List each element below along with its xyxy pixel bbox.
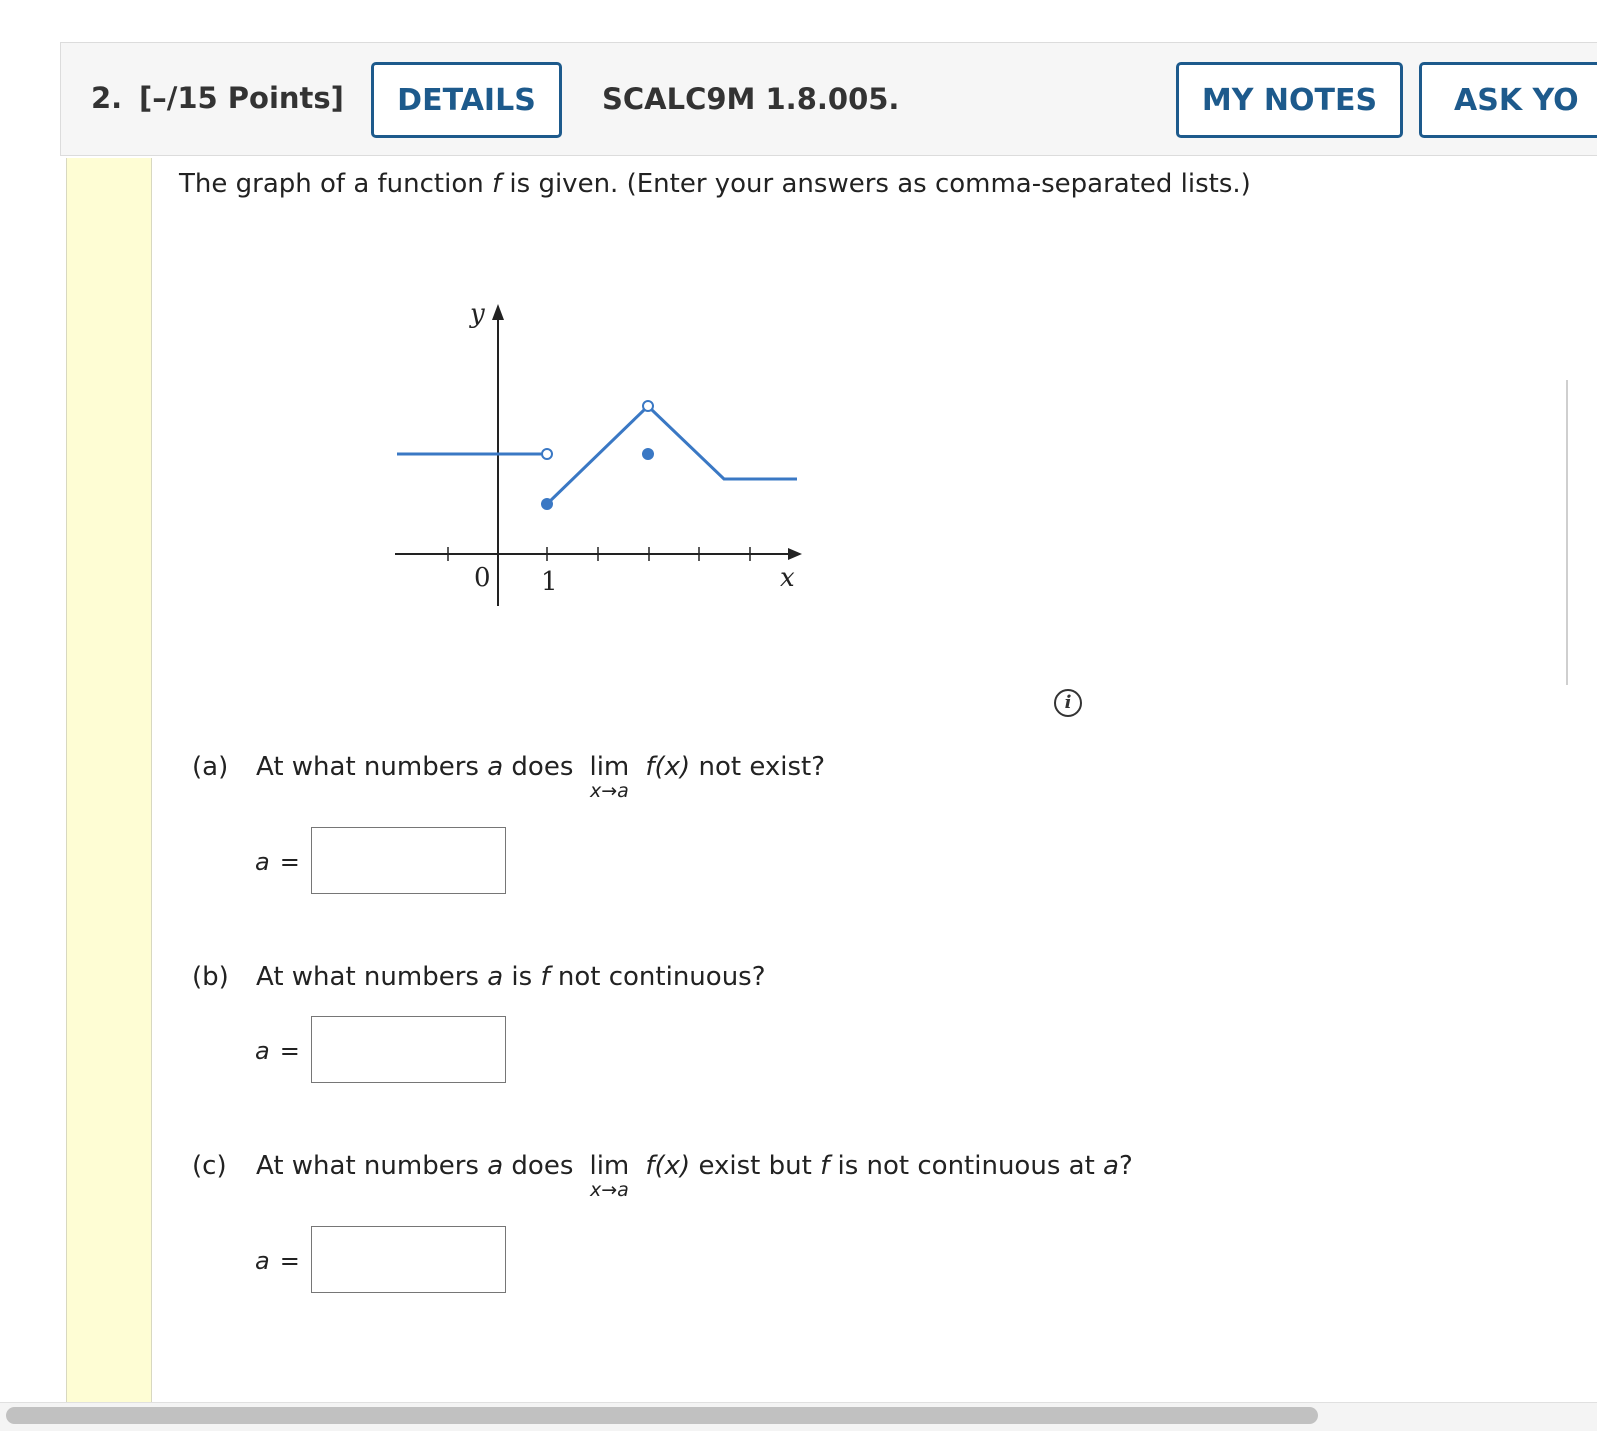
origin-label: 0 <box>474 563 491 593</box>
scrollbar-thumb[interactable] <box>6 1407 1318 1424</box>
my-notes-button[interactable]: MY NOTES <box>1176 62 1403 138</box>
answer-a-label: a = <box>255 848 300 876</box>
open-point <box>643 401 653 411</box>
question-points: [–/15 Points] <box>139 81 344 115</box>
question-header <box>60 42 1597 156</box>
question-number: 2. <box>91 81 123 115</box>
graph-segment-right <box>652 410 797 479</box>
x-axis-label: x <box>780 563 795 593</box>
function-graph <box>370 290 830 620</box>
y-axis-arrow <box>492 304 504 320</box>
info-icon[interactable]: i <box>1054 689 1082 717</box>
y-axis-label: y <box>470 299 485 329</box>
question-prompt: The graph of a function f is given. (Enter your answers as comma-separated lists.) <box>179 169 1251 199</box>
x-axis-arrow <box>788 548 802 560</box>
open-point <box>542 449 552 459</box>
question-side-strip <box>66 158 152 1403</box>
ask-your-teacher-button[interactable]: ASK YO <box>1419 62 1597 138</box>
graph-segment-middle <box>547 410 644 504</box>
answer-a-input[interactable] <box>311 827 506 894</box>
closed-point <box>541 498 553 510</box>
right-edge-divider <box>1566 380 1568 685</box>
answer-b-input[interactable] <box>311 1016 506 1083</box>
part-c-question: (c) At what numbers a does lim x→a f(x) exist but f is not continuous at a? <box>192 1151 1133 1201</box>
answer-c-label: a = <box>255 1247 300 1275</box>
question-code: SCALC9M 1.8.005. <box>602 82 900 116</box>
closed-point <box>642 448 654 460</box>
part-a-question: (a) At what numbers a does lim x→a f(x) not exist? <box>192 752 826 802</box>
details-button[interactable]: DETAILS <box>371 62 562 138</box>
tick-label-1: 1 <box>541 567 558 597</box>
answer-b-label: a = <box>255 1037 300 1065</box>
part-b-question: (b) At what numbers a is f not continuous? <box>192 962 766 992</box>
answer-c-input[interactable] <box>311 1226 506 1293</box>
